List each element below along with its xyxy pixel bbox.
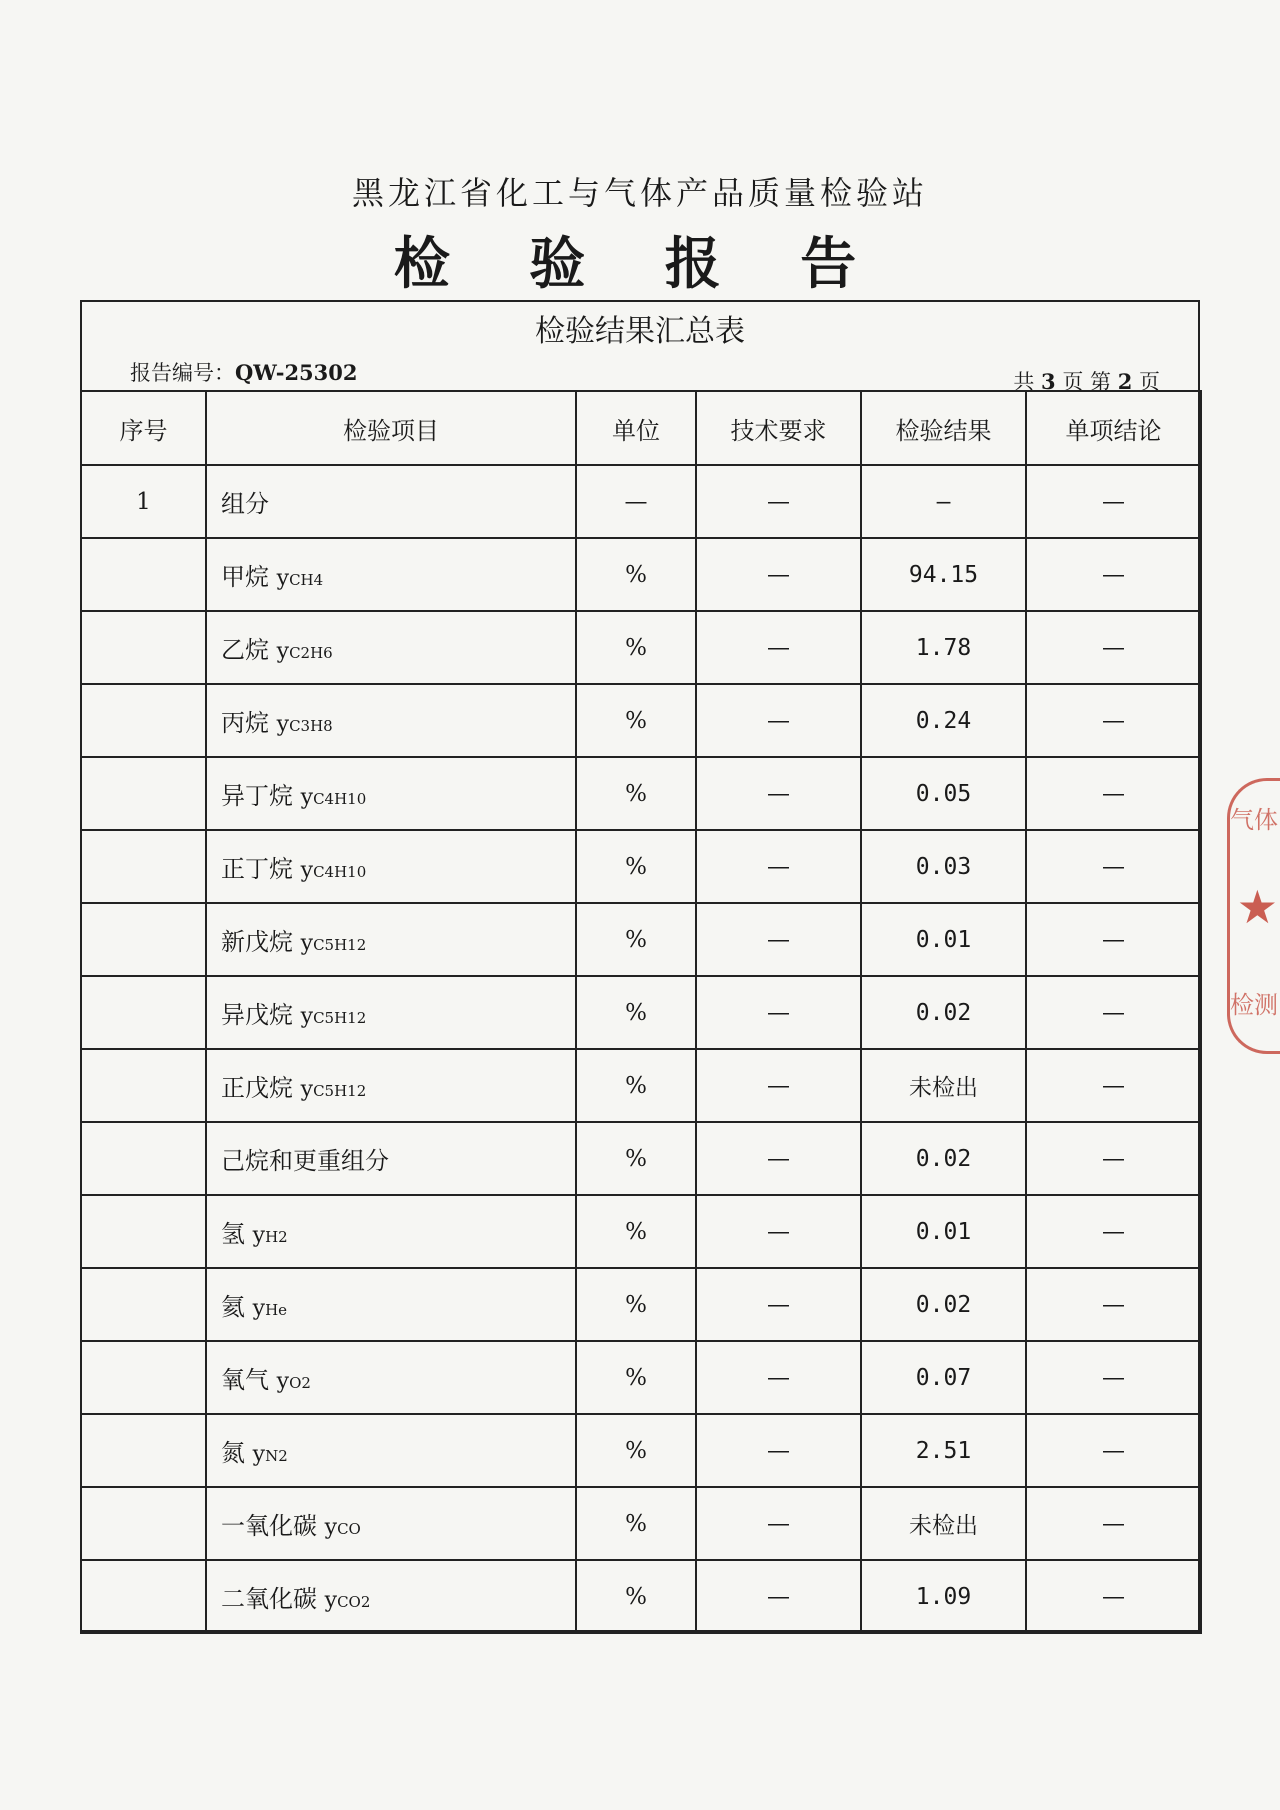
pages-suffix: 页 <box>1139 370 1160 394</box>
row-seq <box>81 1341 206 1414</box>
row-requirement: — <box>696 465 861 538</box>
pages-total: 3 <box>1041 369 1056 394</box>
row-item <box>206 1122 576 1195</box>
results-table <box>80 390 1202 1634</box>
row-seq <box>81 1268 206 1341</box>
row-conclusion: — <box>1026 1487 1201 1560</box>
item-name: 新戊烷 <box>221 928 293 956</box>
row-result: 0.24 <box>861 684 1026 757</box>
item-name: 丙烷 <box>221 709 269 737</box>
row-conclusion: — <box>1026 1560 1201 1633</box>
row-seq <box>81 903 206 976</box>
item-symbol: y <box>252 1442 266 1467</box>
row-unit: % <box>576 757 696 830</box>
table-row <box>81 465 1201 538</box>
item-name: 一氧化碳 <box>221 1512 317 1540</box>
item-symbol-subscript: CO2 <box>337 1593 371 1611</box>
item-name: 己烷和更重组分 <box>221 1147 389 1175</box>
item-symbol-subscript: C4H10 <box>313 790 367 808</box>
item-symbol-subscript: C3H8 <box>289 717 333 735</box>
row-requirement: — <box>696 538 861 611</box>
seal-text-top: 气体 <box>1230 806 1278 834</box>
row-unit: % <box>576 976 696 1049</box>
row-requirement: — <box>696 903 861 976</box>
row-conclusion: — <box>1026 1122 1201 1195</box>
col-seq: 序号 <box>81 391 206 465</box>
row-seq <box>81 1560 206 1633</box>
row-requirement: — <box>696 1122 861 1195</box>
row-unit: — <box>576 465 696 538</box>
table-row <box>81 830 1201 903</box>
row-result: 0.02 <box>861 1268 1026 1341</box>
table-row <box>81 1268 1201 1341</box>
item-symbol: y <box>276 566 290 591</box>
row-requirement: — <box>696 1414 861 1487</box>
col-conclusion: 单项结论 <box>1026 391 1201 465</box>
item-symbol-subscript: C5H12 <box>313 936 367 954</box>
row-requirement: — <box>696 1268 861 1341</box>
item-symbol-subscript: C2H6 <box>289 644 333 662</box>
row-seq <box>81 538 206 611</box>
row-unit: % <box>576 1122 696 1195</box>
row-seq <box>81 976 206 1049</box>
row-item <box>206 1560 576 1633</box>
row-item <box>206 465 576 538</box>
item-name: 异戊烷 <box>221 1001 293 1029</box>
item-name: 正戊烷 <box>221 1074 293 1102</box>
row-result: 1.09 <box>861 1560 1026 1633</box>
row-unit: % <box>576 538 696 611</box>
row-unit: % <box>576 1049 696 1122</box>
item-symbol: y <box>252 1223 266 1248</box>
report-number <box>130 357 358 387</box>
item-name: 二氧化碳 <box>221 1585 317 1613</box>
row-item <box>206 1341 576 1414</box>
pages-mid: 页 第 <box>1062 370 1111 394</box>
report-number-value: QW-25302 <box>235 360 358 385</box>
item-symbol-subscript: C4H10 <box>313 863 367 881</box>
row-requirement: — <box>696 1195 861 1268</box>
seal-star-icon: ★ <box>1236 880 1278 934</box>
row-conclusion: — <box>1026 465 1201 538</box>
item-symbol: y <box>300 1004 314 1029</box>
row-unit: % <box>576 1268 696 1341</box>
row-unit: % <box>576 903 696 976</box>
results-body <box>81 465 1201 1633</box>
col-unit: 单位 <box>576 391 696 465</box>
row-conclusion: — <box>1026 757 1201 830</box>
item-symbol: y <box>324 1515 338 1540</box>
row-conclusion: — <box>1026 611 1201 684</box>
table-title: 检验结果汇总表 <box>535 314 745 349</box>
row-item <box>206 538 576 611</box>
row-item <box>206 830 576 903</box>
row-unit: % <box>576 1341 696 1414</box>
row-result: 未检出 <box>861 1487 1026 1560</box>
row-result: 0.07 <box>861 1341 1026 1414</box>
row-unit: % <box>576 1414 696 1487</box>
table-row <box>81 1414 1201 1487</box>
item-symbol: y <box>276 712 290 737</box>
row-item <box>206 757 576 830</box>
row-item <box>206 1195 576 1268</box>
item-name: 氦 <box>221 1293 245 1321</box>
row-conclusion: — <box>1026 684 1201 757</box>
row-result: 0.03 <box>861 830 1026 903</box>
col-item: 检验项目 <box>206 391 576 465</box>
row-conclusion: — <box>1026 1049 1201 1122</box>
row-item <box>206 976 576 1049</box>
row-requirement: — <box>696 611 861 684</box>
row-unit: % <box>576 1195 696 1268</box>
row-seq <box>81 1195 206 1268</box>
item-symbol-subscript: C5H12 <box>313 1082 367 1100</box>
row-conclusion: — <box>1026 1414 1201 1487</box>
item-name: 异丁烷 <box>221 782 293 810</box>
table-row <box>81 1341 1201 1414</box>
table-row <box>81 757 1201 830</box>
row-result: 1.78 <box>861 611 1026 684</box>
row-unit: % <box>576 1560 696 1633</box>
row-result: 0.05 <box>861 757 1026 830</box>
table-row <box>81 976 1201 1049</box>
row-seq <box>81 1122 206 1195</box>
table-row <box>81 903 1201 976</box>
row-item <box>206 684 576 757</box>
row-seq <box>81 830 206 903</box>
item-symbol: y <box>276 1369 290 1394</box>
table-row <box>81 611 1201 684</box>
row-seq: 1 <box>81 465 206 538</box>
row-unit: % <box>576 611 696 684</box>
row-requirement: — <box>696 976 861 1049</box>
table-row <box>81 1195 1201 1268</box>
row-requirement: — <box>696 684 861 757</box>
pages-current: 2 <box>1117 369 1133 394</box>
row-conclusion: — <box>1026 903 1201 976</box>
item-symbol-subscript: He <box>265 1301 288 1319</box>
row-seq <box>81 1049 206 1122</box>
row-conclusion: — <box>1026 1341 1201 1414</box>
row-conclusion: — <box>1026 830 1201 903</box>
item-name: 氢 <box>221 1220 245 1248</box>
item-symbol: y <box>300 1077 314 1102</box>
item-name: 氮 <box>221 1439 245 1467</box>
row-unit: % <box>576 830 696 903</box>
row-unit: % <box>576 1487 696 1560</box>
row-seq <box>81 757 206 830</box>
row-seq <box>81 684 206 757</box>
item-symbol-subscript: CH4 <box>289 571 324 589</box>
row-seq <box>81 1414 206 1487</box>
row-requirement: — <box>696 1487 861 1560</box>
item-symbol-subscript: H2 <box>265 1228 288 1246</box>
row-conclusion: — <box>1026 976 1201 1049</box>
row-result: 0.02 <box>861 1122 1026 1195</box>
row-result: 未检出 <box>861 1049 1026 1122</box>
row-result: 0.01 <box>861 1195 1026 1268</box>
table-row <box>81 1122 1201 1195</box>
row-item <box>206 611 576 684</box>
row-conclusion: — <box>1026 1195 1201 1268</box>
pages-prefix: 共 <box>1013 370 1035 394</box>
item-symbol-subscript: N2 <box>265 1447 288 1465</box>
row-conclusion: — <box>1026 538 1201 611</box>
row-unit: % <box>576 684 696 757</box>
item-symbol-subscript: C5H12 <box>313 1009 367 1027</box>
item-symbol: y <box>276 639 290 664</box>
row-requirement: — <box>696 1049 861 1122</box>
item-symbol: y <box>300 931 314 956</box>
row-result: 0.01 <box>861 903 1026 976</box>
item-name: 氧气 <box>221 1366 269 1394</box>
seal-text-bottom: 检测 <box>1230 991 1278 1019</box>
table-header-row <box>81 391 1201 465</box>
row-conclusion: — <box>1026 1268 1201 1341</box>
row-item <box>206 1049 576 1122</box>
row-seq <box>81 611 206 684</box>
item-symbol-subscript: O2 <box>289 1374 311 1392</box>
row-item <box>206 1487 576 1560</box>
item-name: 乙烷 <box>221 636 269 664</box>
report-number-label: 报告编号： <box>130 361 235 385</box>
row-result: 94.15 <box>861 538 1026 611</box>
item-name: 正丁烷 <box>221 855 293 883</box>
item-symbol: y <box>252 1296 266 1321</box>
table-row <box>81 684 1201 757</box>
item-name: 甲烷 <box>221 563 269 591</box>
table-row <box>81 1487 1201 1560</box>
organization-name: 黑龙江省化工与气体产品质量检验站 <box>351 174 928 212</box>
document-title: 检 验 报 告 <box>393 231 887 297</box>
item-symbol-subscript: CO <box>337 1520 361 1538</box>
row-seq <box>81 1487 206 1560</box>
table-row <box>81 1560 1201 1633</box>
item-symbol: y <box>300 858 314 883</box>
row-item <box>206 903 576 976</box>
table-row <box>81 538 1201 611</box>
col-requirement: 技术要求 <box>696 391 861 465</box>
row-requirement: — <box>696 830 861 903</box>
row-result: 0.02 <box>861 976 1026 1049</box>
row-item <box>206 1268 576 1341</box>
item-name: 组分 <box>221 490 269 518</box>
table-row <box>81 1049 1201 1122</box>
col-result: 检验结果 <box>861 391 1026 465</box>
row-requirement: — <box>696 1560 861 1633</box>
row-item <box>206 1414 576 1487</box>
row-result: 2.51 <box>861 1414 1026 1487</box>
item-symbol: y <box>324 1588 338 1613</box>
row-result: — <box>861 465 1026 538</box>
row-requirement: — <box>696 757 861 830</box>
item-symbol: y <box>300 785 314 810</box>
row-requirement: — <box>696 1341 861 1414</box>
